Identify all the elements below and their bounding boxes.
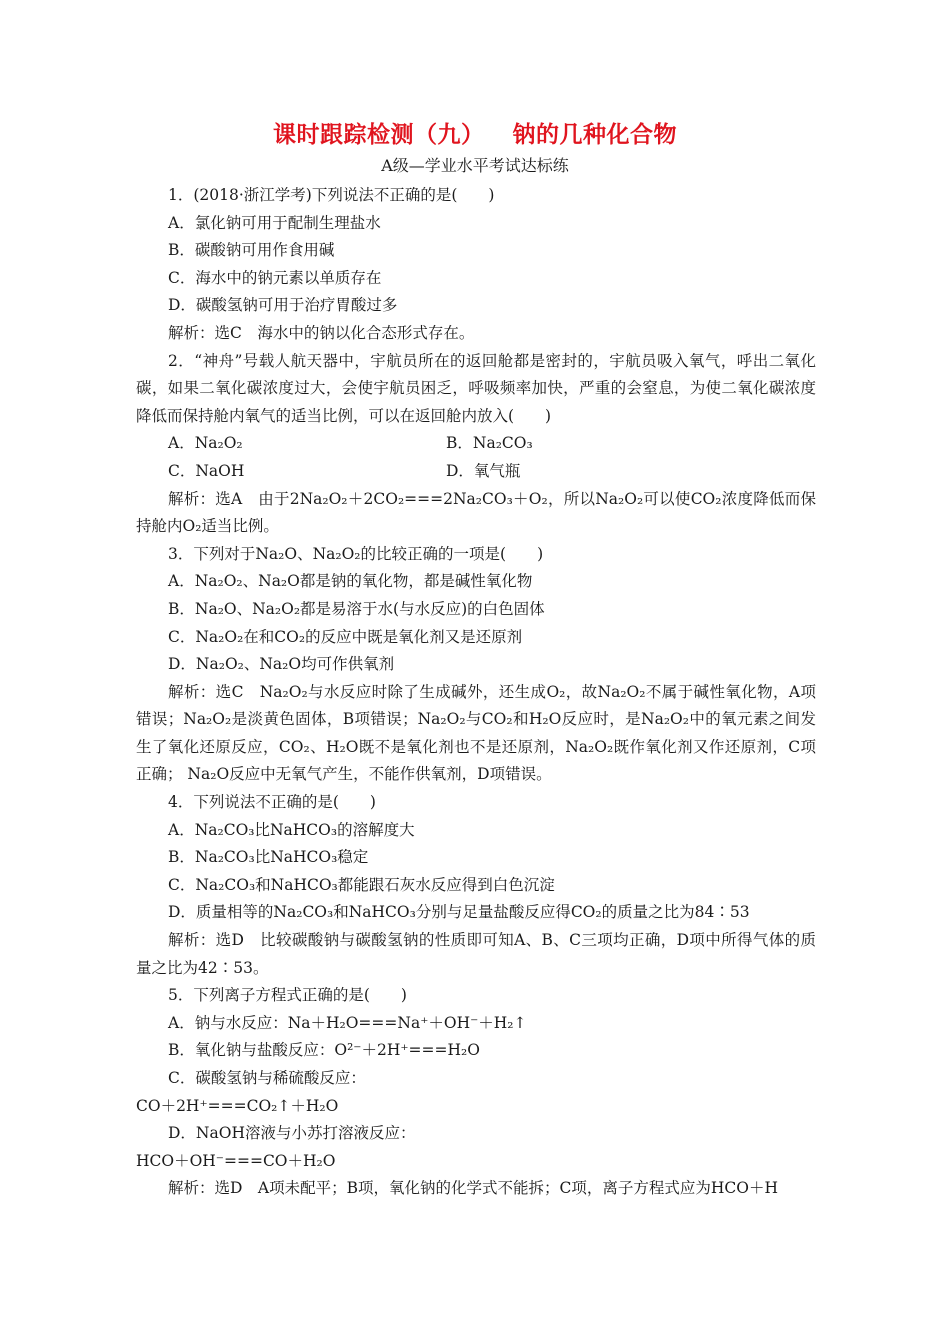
- q1-option-d: D．碳酸氢钠可用于治疗胃酸过多: [168, 296, 398, 315]
- q3-option-a: A．Na₂O₂、Na₂O都是钠的氧化物，都是碱性氧化物: [168, 572, 533, 591]
- q4-answer: 解析：选D 比较碳酸钠与碳酸氢钠的性质即可知A、B、C三项均正确，D项中所得气体的质量之比为42∶53。: [136, 931, 816, 977]
- q2-options-row1: [136, 430, 816, 458]
- q3-option-c: C．Na₂O₂在和CO₂的反应中既是氧化剂又是还原剂: [168, 627, 523, 646]
- question-list: [136, 182, 816, 1203]
- q2-options-row2: [136, 458, 816, 486]
- q5-option-b: B．氧化钠与盐酸反应：O²⁻＋2H⁺===H₂O: [168, 1041, 480, 1060]
- q3-answer: 解析：选C Na₂O₂与水反应时除了生成碱外，还生成O₂，故Na₂O₂不属于碱性氧化物，A项错误；Na₂O₂是淡黄色固体，B项错误；Na₂O₂与CO₂和H₂O反应时，是Na₂O₂中的氧元素之间发生了氧化还原反应，CO₂、H₂O既不是氧化剂也不是还原剂，Na₂O₂既作氧化剂又作还原剂，C项正确； Na₂O反应中无氧气产生，不能作供氧剂，D项错误。: [136, 682, 816, 784]
- q4-option-d: D．质量相等的Na₂CO₃和NaHCO₃分别与足量盐酸反应得CO₂的质量之比为84∶53: [168, 903, 750, 922]
- q4-option-b: B．Na₂CO₃比NaHCO₃稳定: [168, 848, 369, 867]
- title-topic: 钠的几种化合物: [512, 122, 677, 148]
- q2-answer: 解析：选A 由于2Na₂O₂＋2CO₂===2Na₂CO₃＋O₂，所以Na₂O₂可以使CO₂浓度降低而保持舱内O₂适当比例。: [136, 489, 816, 536]
- q2-stem: 2．“神舟”号载人航天器中，宇航员所在的返回舱都是密封的，宇航员吸入氧气，呼出二氧化碳，如果二氧化碳浓度过大，会使宇航员困乏，呼吸频率加快，严重的会窒息，为使二氧化碳浓度降低而保持舱内氧气的适当比例，可以在返回舱内放入( ): [136, 351, 816, 425]
- section-subtitle: A级—学业水平考试达标练: [381, 156, 569, 175]
- q3-stem: 3．下列对于Na₂O、Na₂O₂的比较正确的一项是( ): [168, 544, 544, 563]
- q4-option-c: C．Na₂CO₃和NaHCO₃都能跟石灰水反应得到白色沉淀: [168, 875, 555, 894]
- q5-option-d: D．NaOH溶液与小苏打溶液反应：: [168, 1124, 416, 1143]
- q5-option-c: C．碳酸氢钠与稀硫酸反应：: [168, 1069, 366, 1087]
- q5-option-d-equation: HCO＋OH⁻===CO＋H₂O: [136, 1151, 336, 1170]
- q3-option-d: D．Na₂O₂、Na₂O均可作供氧剂: [168, 655, 395, 674]
- q4-stem: 4．下列说法不正确的是( ): [168, 793, 376, 812]
- q1-option-b: B．碳酸钠可用作食用碱: [168, 241, 335, 260]
- q2-option-c: C．NaOH: [168, 461, 245, 480]
- page-title: [0, 120, 950, 150]
- q1-option-a: A．氯化钠可用于配制生理盐水: [168, 213, 381, 232]
- q4-option-a: A．Na₂CO₃比NaHCO₃的溶解度大: [168, 820, 415, 839]
- title-main: 课时跟踪检测（九）: [273, 122, 485, 148]
- q2-option-d: D．氧气瓶: [446, 461, 521, 480]
- q2-option-a: A．Na₂O₂: [168, 434, 243, 453]
- q5-stem: 5．下列离子方程式正确的是( ): [168, 986, 407, 1005]
- q1-answer: 解析：选C 海水中的钠以化合态形式存在。: [168, 323, 475, 342]
- q1-stem: 1．(2018·浙江学考)下列说法不正确的是( ): [168, 186, 495, 204]
- q3-option-b: B．Na₂O、Na₂O₂都是易溶于水(与水反应)的白色固体: [168, 599, 545, 618]
- q1-option-c: C．海水中的钠元素以单质存在: [168, 268, 382, 287]
- q2-option-b: B．Na₂CO₃: [446, 434, 533, 453]
- q5-answer: 解析：选D A项未配平；B项，氧化钠的化学式不能拆；C项，离子方程式应为HCO＋H: [168, 1179, 778, 1198]
- q5-option-c-equation: CO＋2H⁺===CO₂↑＋H₂O: [136, 1096, 339, 1115]
- q5-option-a: A．钠与水反应：Na＋H₂O===Na⁺＋OH⁻＋H₂↑: [168, 1013, 527, 1032]
